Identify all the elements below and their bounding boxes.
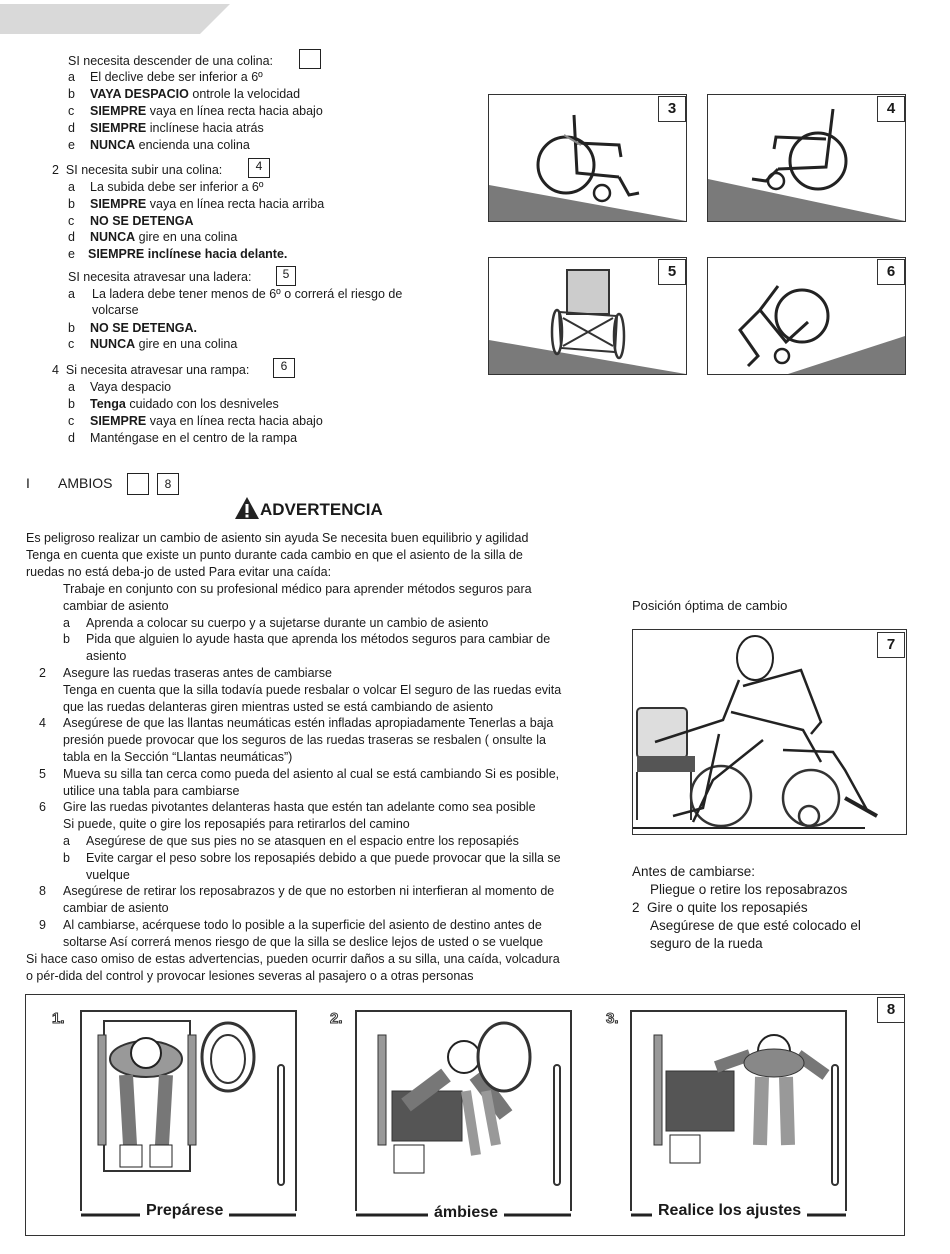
transfer-step-text: cambiar de asiento [63,901,169,916]
panel-2-label: ámbiese [428,1204,504,1222]
before-line-4: seguro de la rueda [650,936,763,951]
transfer-step-text: Mueva su silla tan cerca como pueda del asiento al cual se está cambiando Si es posible, [63,766,560,781]
header-tab [0,4,230,34]
transfer-step-marker: b [63,632,70,647]
figure-3-number: 3 [658,96,686,122]
transfer-step-text: Si puede, quite o gire los reposapiés para retirarlos del camino [63,817,410,832]
ramp-heading: 4 Si necesita atravesar una rampa: [52,363,250,377]
figure-6-number: 6 [877,259,905,285]
transfer-step-text: cambiar de asiento [63,598,169,613]
panel-2-drawing [356,1011,571,1215]
descend-heading: SI necesita descender de una colina: [68,54,273,68]
descend-empty-box [299,49,321,69]
transfer-step-text: Evite cargar el peso sobre los reposapiés debido a que puede provocar que la silla se [86,850,561,865]
transfer-step-text: Trabaje en conjunto con su profesional médico para aprender métodos seguros para [63,582,532,596]
transfer-step-marker: 4 [39,716,46,731]
transfer-step-text: Asegure las ruedas traseras antes de cambiarse [63,666,332,680]
descend-item-c: c SIEMPRE vaya en línea recta hacia abajo [68,104,323,118]
transfer-step-marker: 6 [39,800,46,815]
slope-item-a: a La ladera debe tener menos de 6º o correrá el riesgo de [68,287,403,301]
transfer-step-text: Aprenda a colocar su cuerpo y a sujetarse durante un cambio de asiento [86,615,489,630]
ramp-item-b: b Tenga cuidado con los desniveles [68,397,279,411]
climb-heading: 2 SI necesita subir una colina: [52,163,223,177]
transfer-step-marker: a [63,615,70,630]
descend-item-e: e NUNCA encienda una colina [68,138,250,152]
section-box: 8 [157,473,179,495]
descend-item-d: d SIEMPRE inclínese hacia atrás [68,121,264,135]
panel-1-drawing [81,1011,296,1215]
transfer-step-text: tabla en la Sección “Llantas neumáticas”) [63,750,293,764]
figure-7-optimal-transfer [632,629,907,835]
climb-item-a: a La subida debe ser inferior a 6º [68,180,264,194]
intro-line-1: Es peligroso realizar un cambio de asiento sin ayuda Se necesita buen equilibrio y agilidad [26,531,529,545]
slope-heading: SI necesita atravesar una ladera: [68,270,252,284]
transfer-step-text: Gire las ruedas pivotantes delanteras hasta que estén tan adelante como sea posible [63,800,536,815]
slope-item-b: b NO SE DETENGA. [68,321,197,335]
warning-triangle-icon [234,496,260,520]
transfer-step-text: Asegúrese de que las llantas neumáticas estén infladas apropiadamente Tenerlas a baja [63,716,554,731]
transfer-step-text: vuelque [86,867,130,882]
climb-box: 4 [248,158,270,178]
before-line-2: 2 Gire o quite los reposapiés [632,900,808,915]
transfer-step-marker: b [63,850,70,865]
figure-4-number: 4 [877,96,905,122]
climb-item-c: c NO SE DETENGA [68,214,194,228]
climb-item-d: d NUNCA gire en una colina [68,230,238,244]
closing-line-1: Si hace caso omiso de estas advertencias, pueden ocurrir daños a su silla, una caída, volcadura [26,952,560,966]
section-letter: I [26,475,30,491]
panel-3-drawing [631,1011,846,1215]
descend-item-a: a El declive debe ser inferior a 6º [68,70,263,84]
transfer-step-text: Tenga en cuenta que la silla todavía puede resbalar o volcar El seguro de las ruedas evita [63,682,562,697]
ramp-item-d: d Manténgase en el centro de la rampa [68,431,298,445]
transfer-step-text: soltarse Así correrá menos riesgo de que la silla se deslice lejos de usted o se vuelque [63,934,544,949]
transfer-step-text: asiento [86,649,127,664]
climb-item-b: b SIEMPRE vaya en línea recta hacia arriba [68,197,325,211]
slope-box: 5 [276,266,296,286]
transfer-step-marker: 5 [39,766,46,781]
ramp-box: 6 [273,358,295,378]
transfer-step-text: presión puede provocar que los seguros de las ruedas traseras se resbalen ( onsulte la [63,733,546,748]
panel-1-label: Prepárese [140,1202,229,1220]
descend-item-b: b VAYA DESPACIO ontrole la velocidad [68,87,301,101]
transfer-step-text: utilice una tabla para cambiarse [63,783,240,798]
section-empty-box [127,473,149,495]
slope-item-a-cont: volcarse [92,303,139,317]
closing-line-2: o pér-dida del control y provocar lesiones severas al pasajero o a otras personas [26,969,474,983]
transfer-step-text: Asegúrese de que sus pies no se atasquen en el espacio entre los reposapiés [86,834,519,848]
transfer-step-marker: a [63,834,70,848]
panel-1-step: 1. [52,1010,65,1027]
ramp-item-c: c SIEMPRE vaya en línea recta hacia abajo [68,414,323,428]
transfer-step-marker: 8 [39,884,46,899]
climb-item-e: e SIEMPRE inclínese hacia delante. [68,247,288,261]
panel-3-label: Realice los ajustes [652,1202,807,1220]
transfer-step-text: que las ruedas delanteras giren mientras usted se está cambiando de asiento [63,699,494,714]
before-line-3: Asegúrese de que esté colocado el [650,918,861,933]
transfer-step-marker: 2 [39,666,46,680]
intro-line-2: Tenga en cuenta que existe un punto durante cada cambio en que el asiento de la silla de [26,548,523,562]
figure-8-transfer-sequence [25,994,905,1236]
figure-5-number: 5 [658,259,686,285]
optimal-position-title: Posición óptima de cambio [632,598,788,613]
transfer-step-text: Asegúrese de retirar los reposabrazos y de que no estorben ni interfieran al momento de [63,884,555,899]
figure-7-number: 7 [877,632,905,658]
section-title: AMBIOS [58,475,113,491]
transfer-step-text: Pida que alguien lo ayude hasta que aprenda los métodos seguros para cambiar de [86,632,551,647]
transfer-step-text: Al cambiarse, acérquese todo lo posible a la superficie del asiento de destino antes de [63,918,542,932]
before-title: Antes de cambiarse: [632,864,756,879]
slope-item-c: c NUNCA gire en una colina [68,337,238,351]
transfer-step-marker: 9 [39,918,46,932]
before-line-1: Pliegue o retire los reposabrazos [650,882,848,897]
panel-2-step: 2. [330,1010,343,1027]
intro-line-3: ruedas no está deba-jo de usted Para evitar una caída: [26,565,332,579]
panel-3-step: 3. [606,1010,619,1027]
ramp-item-a: a Vaya despacio [68,380,172,394]
figure-8-number: 8 [877,997,905,1023]
